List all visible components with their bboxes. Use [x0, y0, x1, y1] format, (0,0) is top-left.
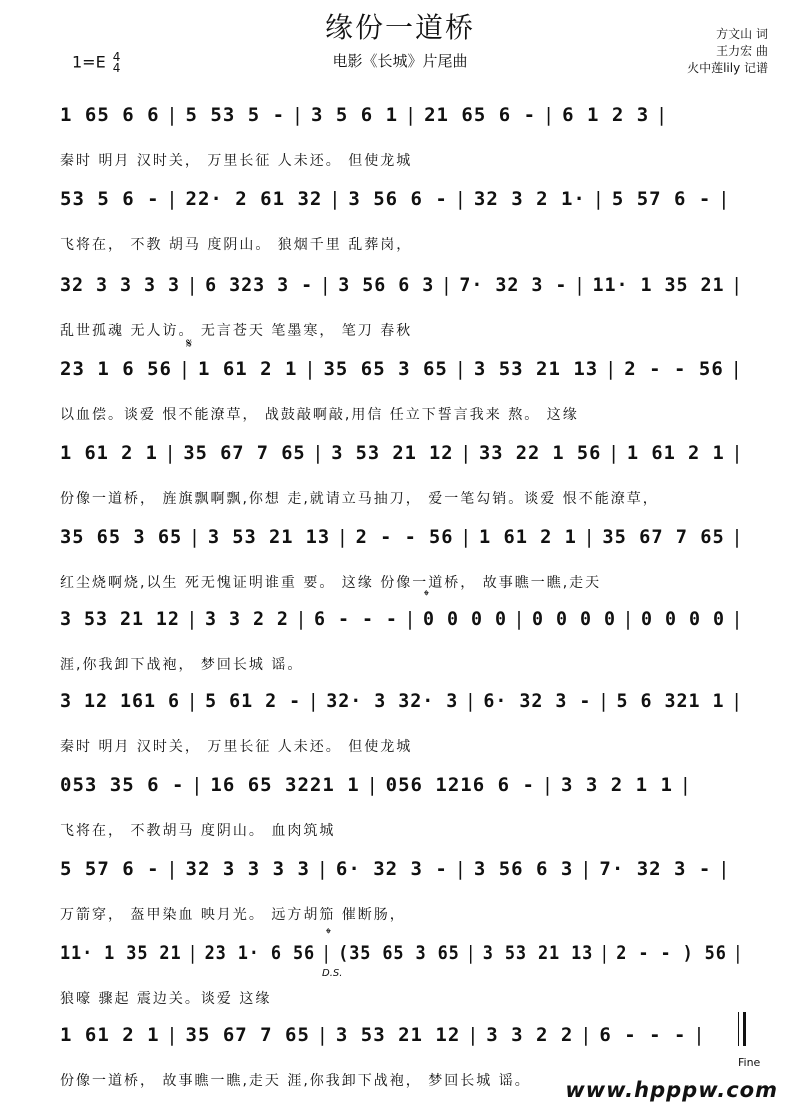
lyrics-line: 红尘烧啊烧,以生 死无愧证明谁重 要。 这缘 份像一道桥， 故事瞧一瞧,走天: [60, 575, 602, 591]
measure: 11· 1 35 21: [592, 274, 725, 296]
measure: 35 67 7 65: [185, 1024, 310, 1046]
measure: 6 323 3 -: [205, 274, 314, 296]
lyrics-line: 飞将在， 不教 胡马 度阴山。 狼烟千里 乱葬岗，: [60, 237, 413, 253]
barline: |: [731, 690, 744, 712]
barline: |: [679, 774, 693, 796]
measure: 1 61 2 1: [197, 358, 298, 380]
key-signature: [72, 52, 120, 74]
fine-mark: Fine: [738, 1056, 761, 1069]
measure: 7· 32 3 -: [459, 274, 568, 296]
measure: 23 1 6 56: [60, 358, 172, 380]
barline: |: [316, 1024, 330, 1046]
measure: 1 61 2 1: [60, 442, 158, 464]
barline: |: [164, 442, 177, 464]
barline: |: [336, 526, 350, 548]
measure: 53 5 6 -: [60, 188, 160, 210]
measure: 3 3 2 2: [486, 1024, 574, 1046]
barline: |: [583, 526, 596, 548]
barline: |: [188, 526, 202, 548]
measure: 11· 1 35 21: [60, 942, 182, 964]
measure: 0 0 0 0: [531, 608, 616, 630]
measure: 5 57 6 -: [60, 858, 160, 880]
barline: |: [454, 858, 468, 880]
notes-line: [60, 514, 744, 570]
barline: |: [316, 858, 330, 880]
measure: 3 53 21 12: [331, 442, 454, 464]
measure: 16 65 3221 1: [210, 774, 360, 796]
lyricist-credit: 方文山 词: [716, 27, 768, 41]
measure: 1 61 2 1: [60, 1024, 160, 1046]
barline: |: [186, 690, 199, 712]
measure: 3 3 2 1 1: [560, 774, 673, 796]
measure: 32 3 2 1·: [473, 188, 586, 210]
score-system: [60, 846, 750, 928]
measure: 5 53 5 -: [185, 104, 286, 126]
barline: |: [454, 188, 468, 210]
barline: |: [464, 690, 477, 712]
measure: 5 57 6 -: [611, 188, 712, 210]
barline: |: [580, 858, 593, 880]
barline: |: [404, 104, 418, 126]
notes-line: [60, 1012, 750, 1068]
notes-line: [60, 930, 744, 986]
barline: |: [597, 690, 610, 712]
measure: 3 53 21 12: [60, 608, 180, 630]
measure: 056 1216 6 -: [385, 774, 535, 796]
barline: |: [166, 188, 179, 210]
score-system: [60, 176, 750, 258]
barline: |: [312, 442, 325, 464]
measure: 35 65 3 65: [323, 358, 448, 380]
barline: |: [178, 358, 192, 380]
measure: 32· 3 32· 3: [326, 690, 459, 712]
barline: |: [607, 442, 621, 464]
barline: |: [321, 942, 333, 964]
measure: 3 56 6 3: [473, 858, 574, 880]
measure: 6 - - -: [313, 608, 398, 630]
measure: 053 35 6 -: [60, 774, 185, 796]
barline: |: [655, 104, 669, 126]
coda-mark-2: 𝄌: [326, 926, 331, 942]
barline: |: [467, 1024, 480, 1046]
barline: |: [440, 274, 453, 296]
score-system: [60, 262, 750, 344]
lyrics-line: 狼嚎 骤起 震边关。谈爱 这缘: [60, 991, 272, 1007]
barline: |: [580, 1024, 593, 1046]
measure: 35 67 7 65: [602, 526, 725, 548]
notes-line: [60, 846, 750, 902]
barline: |: [366, 774, 379, 796]
barline: |: [599, 942, 611, 964]
lyrics-line: 万箭穿， 盔甲染血 映月光。 远方胡笳 催断肠，: [60, 907, 406, 923]
key-label: 1=E: [72, 52, 106, 72]
measure: 6· 32 3 -: [483, 690, 592, 712]
barline: |: [460, 442, 473, 464]
notes-line: [60, 346, 750, 402]
score-system: [60, 514, 750, 596]
score-system: [60, 430, 750, 512]
time-top: 4: [112, 50, 121, 64]
score-system: [60, 346, 750, 428]
notes-line: [60, 430, 744, 486]
barline: |: [513, 608, 526, 630]
measure: 3 53 21 13: [473, 358, 599, 380]
measure: 0 0 0 0: [422, 608, 507, 630]
measure: 32 3 3 3 3: [60, 274, 181, 296]
watermark: www.hpppw.com: [565, 1078, 778, 1102]
barline: |: [319, 274, 332, 296]
measure: 7· 32 3 -: [599, 858, 712, 880]
barline: |: [404, 608, 417, 630]
barline: |: [731, 526, 744, 548]
measure: 5 61 2 -: [205, 690, 302, 712]
notes-line: [60, 176, 750, 232]
measure: 6 - - -: [599, 1024, 687, 1046]
measure: 3 12 161 6: [60, 690, 181, 712]
barline: |: [307, 690, 320, 712]
coda-mark: 𝄌: [424, 588, 429, 604]
barline: |: [166, 1024, 179, 1046]
measure: 33 22 1 56: [479, 442, 602, 464]
barline: |: [166, 104, 179, 126]
ds-mark: D.S.: [322, 968, 343, 979]
measure: 3 56 6 -: [348, 188, 448, 210]
measure: 21 65 6 -: [424, 104, 537, 126]
measure: 22· 2 61 32: [185, 188, 323, 210]
barline: |: [465, 942, 477, 964]
time-signature: [113, 52, 121, 74]
score-system: [60, 596, 750, 678]
measure: 0 0 0 0: [641, 608, 725, 630]
barline: |: [291, 104, 305, 126]
measure: 1 61 2 1: [479, 526, 577, 548]
barline: |: [622, 608, 635, 630]
score-system: [60, 762, 750, 844]
measure: 35 67 7 65: [183, 442, 306, 464]
measure: 6· 32 3 -: [335, 858, 448, 880]
final-thick-barline: [743, 1012, 746, 1046]
barline: |: [295, 608, 308, 630]
barline: |: [166, 858, 179, 880]
measure: (35 65 3 65: [338, 942, 460, 964]
measure: 3 5 6 1: [311, 104, 399, 126]
composer-credit: 王力宏 曲: [716, 44, 768, 58]
transcriber-credit: 火中莲lily 记谱: [687, 61, 768, 75]
barline: |: [460, 526, 473, 548]
barline: |: [592, 188, 606, 210]
song-subtitle: 电影《长城》片尾曲: [332, 52, 468, 70]
measure: 3 53 21 12: [335, 1024, 461, 1046]
song-title: 缘份一道桥: [324, 11, 475, 44]
segno-mark: 𝄋: [186, 336, 193, 352]
lyrics-line: 份像一道桥， 故事瞧一瞧,走天 涯,你我卸下战袍， 梦回长城 谣。: [60, 1073, 531, 1089]
measure: 3 53 21 13: [482, 942, 594, 964]
notes-line: [60, 678, 744, 734]
barline: |: [187, 942, 199, 964]
barline: |: [304, 358, 317, 380]
lyrics-line: 乱世孤魂 无人访。 无言苍天 笔墨寒， 笔刀 春秋: [60, 323, 413, 339]
lyrics-line: 秦时 明月 汉时关， 万里长征 人未还。 但使龙城: [60, 153, 413, 169]
notes-line: [60, 262, 744, 318]
lyrics-line: 秦时 明月 汉时关， 万里长征 人未还。 但使龙城: [60, 739, 413, 755]
measure: 2 - - 56: [355, 526, 454, 548]
notes-line: [60, 92, 750, 148]
credits: [687, 26, 768, 77]
notes-line: [60, 596, 744, 652]
final-thin-barline: [738, 1012, 739, 1046]
score-system: [60, 678, 750, 760]
barline: |: [732, 942, 744, 964]
barline: |: [454, 358, 468, 380]
barline: |: [329, 188, 342, 210]
barline: |: [573, 274, 586, 296]
measure: 3 53 21 13: [207, 526, 331, 548]
barline: |: [731, 442, 744, 464]
score-system: [60, 92, 750, 174]
lyrics-line: 涯,你我卸下战袍， 梦回长城 谣。: [60, 657, 304, 673]
measure: 32 3 3 3 3: [185, 858, 310, 880]
measure: 2 - - ) 56: [616, 942, 727, 964]
measure: 2 - - 56: [624, 358, 724, 380]
measure: 3 3 2 2: [204, 608, 289, 630]
lyrics-line: 飞将在， 不教胡马 度阴山。 血肉筑城: [60, 823, 336, 839]
barline: |: [541, 774, 555, 796]
barline: |: [718, 188, 731, 210]
barline: |: [731, 608, 744, 630]
measure: 35 65 3 65: [60, 526, 183, 548]
measure: 1 65 6 6: [60, 104, 160, 126]
time-bottom: 4: [112, 61, 121, 75]
measure: 3 56 6 3: [338, 274, 435, 296]
barline: |: [186, 274, 199, 296]
barline: |: [542, 104, 556, 126]
barline: |: [186, 608, 199, 630]
measure: 5 6 321 1: [616, 690, 725, 712]
barline: |: [718, 858, 731, 880]
lyrics-line: 份像一道桥， 旌旗飘啊飘,你想 走,就请立马抽刀， 爱一笔勾销。谈爱 恨不能潦草，: [60, 491, 659, 507]
barline: |: [730, 358, 743, 380]
measure: 1 61 2 1: [626, 442, 725, 464]
notes-line: [60, 762, 750, 818]
measure: 6 1 2 3: [562, 104, 650, 126]
barline: |: [605, 358, 618, 380]
lyrics-line: 以血偿。谈爱 恨不能潦草， 战鼓敲啊敲,用信 任立下誓言我来 熬。 这缘: [60, 407, 579, 423]
score-system: [60, 930, 750, 1012]
measure: 23 1· 6 56: [204, 942, 316, 964]
barline: |: [191, 774, 204, 796]
barline: |: [693, 1024, 706, 1046]
barline: |: [731, 274, 744, 296]
